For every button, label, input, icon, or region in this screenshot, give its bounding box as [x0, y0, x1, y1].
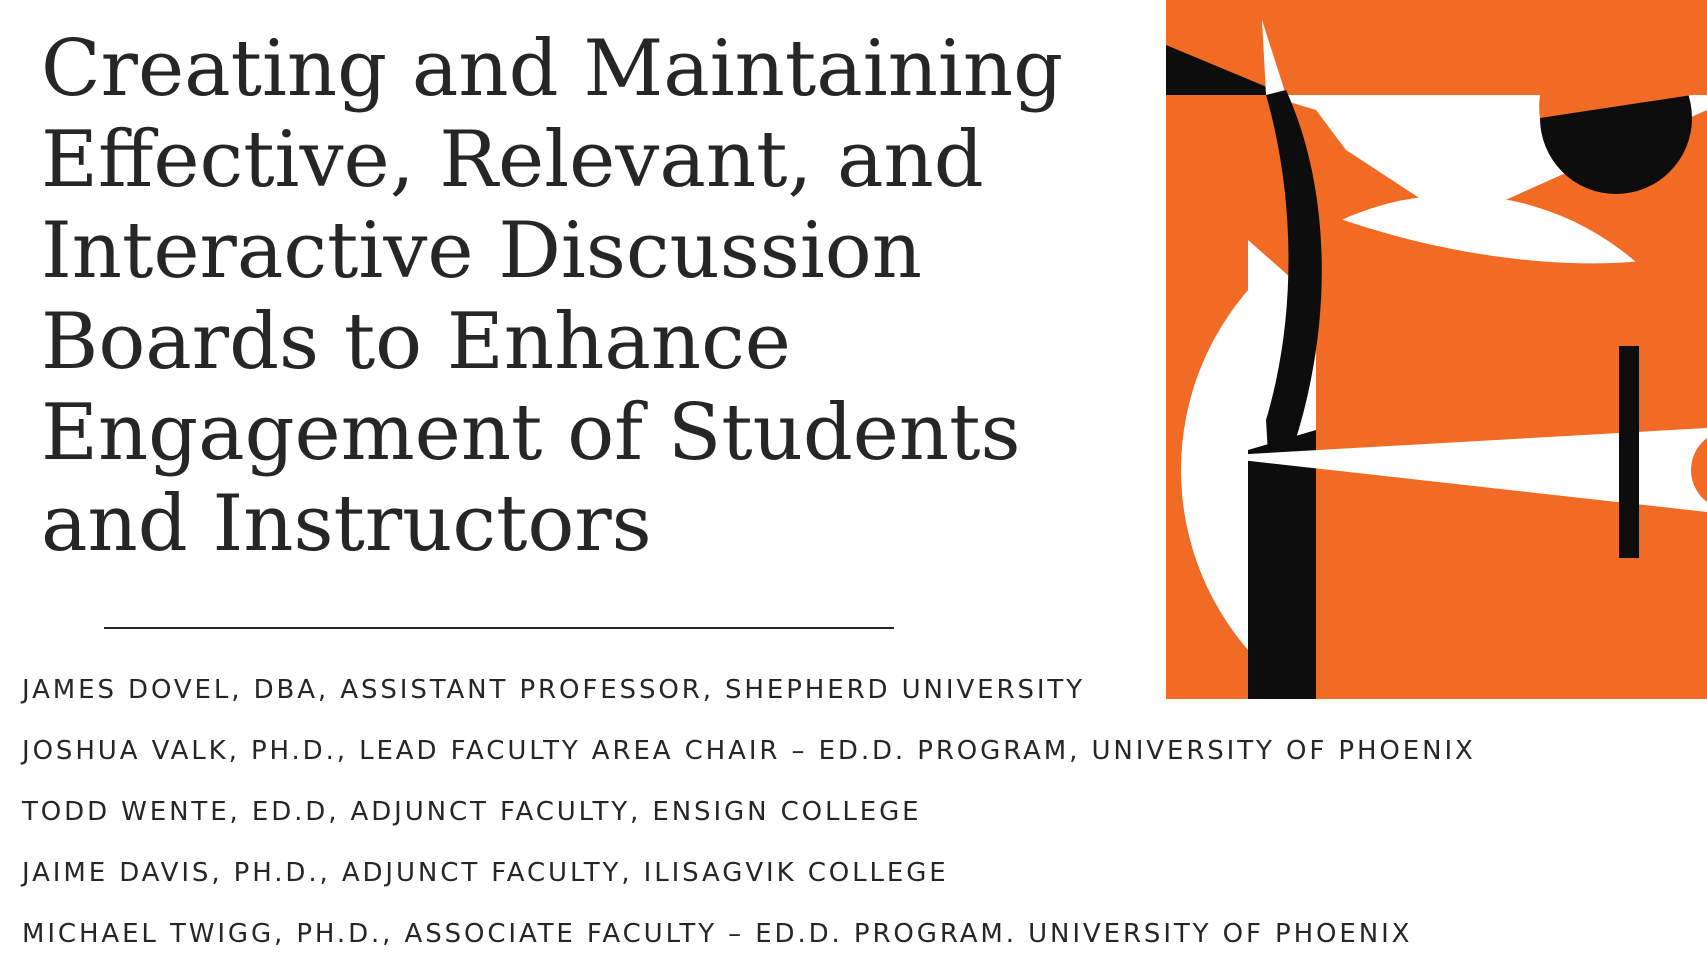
artwork-black-bar — [1619, 346, 1639, 558]
author-list — [22, 660, 1682, 960]
author-line-dovel: JAMES DOVEL, DBA, ASSISTANT PROFESSOR, SHEPHERD UNIVERSITY — [22, 675, 1085, 705]
abstract-artwork-image — [1166, 0, 1707, 699]
author-line-twigg: MICHAEL TWIGG, PH.D., ASSOCIATE FACULTY – ED.D. PROGRAM. UNIVERSITY OF PHOENIX — [22, 919, 1413, 949]
author-line-wente: TODD WENTE, ED.D, ADJUNCT FACULTY, ENSIGN COLLEGE — [22, 797, 922, 827]
artwork-svg — [1166, 0, 1707, 699]
author-line-valk: JOSHUA VALK, PH.D., LEAD FACULTY AREA CHAIR – ED.D. PROGRAM, UNIVERSITY OF PHOENIX — [22, 736, 1476, 766]
author-line-davis: JAIME DAVIS, PH.D., ADJUNCT FACULTY, ILISAGVIK COLLEGE — [22, 858, 949, 888]
slide-title: Creating and Maintaining Effective, Relevant, and Interactive Discussion Boards to Enhance Engagement of Students and Instructors — [41, 24, 1064, 569]
title-divider — [104, 627, 894, 629]
